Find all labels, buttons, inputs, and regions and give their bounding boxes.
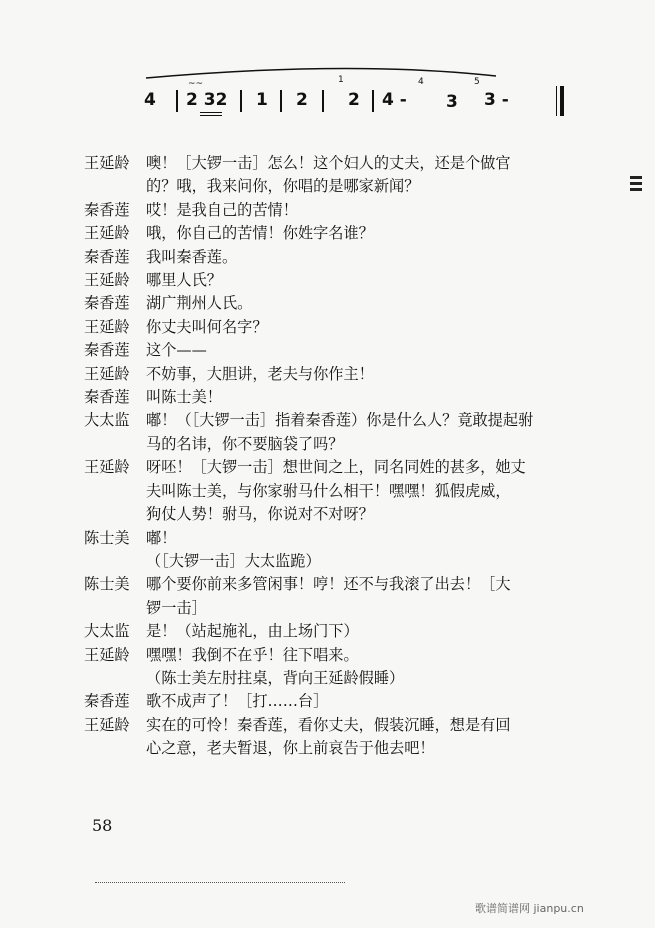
- dialogue-row: [84, 222, 604, 245]
- dialogue-row: [84, 152, 604, 199]
- dialogue-line: 马的名讳，你不要脑袋了吗？: [146, 434, 344, 453]
- dialogue-line: 的？哦，我来问你，你唱的是哪家新闻？: [146, 177, 420, 196]
- bar-line: [176, 90, 178, 112]
- grace-note: 5: [474, 77, 480, 87]
- dialogue-row: [84, 199, 604, 222]
- speaker-name: 王延龄: [84, 317, 130, 336]
- grace-note: 4: [418, 77, 424, 87]
- note-measure-3: 1: [256, 90, 268, 110]
- dialogue-row: [84, 550, 604, 573]
- dialogue-line: 歌不成声了！［打……台］: [146, 692, 329, 711]
- bar-line: [240, 90, 242, 112]
- note-measure-6: 4 -: [382, 90, 407, 110]
- dialogue-line: 噢！［大锣一击］怎么！这个妇人的丈夫，还是个做官: [146, 154, 511, 172]
- dialogue-line: 湖广荆州人氏。: [146, 294, 253, 313]
- speaker-name: 王延龄: [84, 271, 130, 290]
- dialogue-line: 哦，你自己的苦情！你姓字名谁？: [146, 224, 374, 243]
- speaker-name: 王延龄: [84, 154, 130, 172]
- speaker-name: 秦香莲: [84, 341, 130, 360]
- dialogue-line: 嘿嘿！我倒不在乎！往下唱来。: [146, 645, 359, 664]
- dialogue-line: 叫陈士美！: [146, 388, 222, 407]
- speaker-name: 秦香莲: [84, 200, 130, 219]
- scan-specks: [95, 882, 345, 885]
- dialogue-line: 是！（站起施礼，由上场门下）: [146, 622, 359, 641]
- note-measure-1: 4: [144, 90, 156, 110]
- dialogue-line: 狗仗人势！驸马，你说对不对呀？: [146, 505, 374, 524]
- dialogue-row: [84, 714, 604, 761]
- dialogue-row: [84, 690, 604, 713]
- speaker-name: 王延龄: [84, 364, 130, 383]
- dialogue-row: [84, 316, 604, 339]
- note-measure-5: 2: [348, 90, 360, 110]
- dialogue-block: [84, 152, 604, 761]
- speaker-name: 陈士美: [84, 528, 130, 547]
- dialogue-line: 心之意，老夫暂退，你上前哀告于他去吧！: [146, 739, 435, 758]
- dialogue-row: [84, 292, 604, 315]
- beam-line: [200, 115, 222, 116]
- speaker-name: 秦香莲: [84, 294, 130, 313]
- note-measure-2: 2 32: [186, 90, 228, 110]
- bar-line: [322, 90, 324, 112]
- watermark: 歌谱简谱网 jianpu.cn: [475, 902, 584, 915]
- dialogue-line: 不妨事，大胆讲，老夫与你作主！: [146, 364, 374, 383]
- bar-line: [280, 90, 282, 112]
- dialogue-row: [84, 269, 604, 292]
- dialogue-row: [84, 573, 604, 620]
- dialogue-row: [84, 620, 604, 643]
- speaker-name: 秦香莲: [84, 692, 130, 711]
- dialogue-row: [84, 386, 604, 409]
- dialogue-row: [84, 363, 604, 386]
- beam-line: [200, 112, 222, 113]
- speaker-name: 大太监: [84, 411, 130, 430]
- note-measure-4: 2: [296, 90, 308, 110]
- dialogue-row: [84, 527, 604, 550]
- speaker-name: 秦香莲: [84, 388, 130, 407]
- final-bar-thin: [556, 86, 557, 116]
- dialogue-line: 我叫秦香莲。: [146, 247, 238, 266]
- dialogue-row: [84, 246, 604, 269]
- dialogue-row: [84, 339, 604, 362]
- speaker-name: 王延龄: [84, 458, 130, 477]
- dialogue-line: （［大锣一击］大太监跪）: [146, 551, 321, 570]
- page-number: 58: [92, 816, 113, 835]
- speaker-name: 王延龄: [84, 224, 130, 243]
- speaker-name: 秦香莲: [84, 247, 130, 266]
- speaker-name: 王延龄: [84, 645, 130, 664]
- dialogue-line: 嘟！（［大锣一击］指着秦香莲）你是什么人？竟敢提起驸: [146, 411, 534, 430]
- dialogue-line: 哪里人氏？: [146, 271, 222, 290]
- dialogue-line: 夫叫陈士美，与你家驸马什么相干！嘿嘿！狐假虎威，: [146, 481, 511, 500]
- dialogue-line: 嘟！: [146, 528, 177, 547]
- speaker-name: 陈士美: [84, 575, 130, 594]
- note-measure-8: 3 -: [484, 90, 509, 110]
- music-notation: [120, 62, 580, 132]
- dialogue-line: （陈士美左肘拄桌，背向王延龄假睡）: [146, 668, 405, 687]
- dialogue-line: 你丈夫叫何名字？: [146, 317, 268, 336]
- dialogue-line: 实在的可怜！秦香莲，看你丈夫，假装沉睡，想是有回: [146, 715, 511, 734]
- dialogue-row: [84, 456, 604, 526]
- dialogue-line: 哪个要你前来多管闲事！哼！还不与我滚了出去！［大: [146, 575, 511, 594]
- note-measure-7: 3: [446, 92, 458, 112]
- final-bar-thick: [560, 86, 564, 116]
- dialogue-line: 呀呸！［大锣一击］想世间之上，同名同姓的甚多，她丈: [146, 458, 526, 477]
- speaker-name: 大太监: [84, 622, 130, 641]
- bar-line: [372, 90, 374, 112]
- dialogue-line: 这个——: [146, 341, 207, 360]
- grace-note: 1: [338, 75, 344, 85]
- speaker-name: 王延龄: [84, 715, 130, 734]
- dialogue-line: 锣一击］: [146, 598, 207, 617]
- dialogue-row: [84, 644, 604, 691]
- page-edge-mark: [630, 176, 642, 198]
- ornament-mark: ~~: [188, 79, 204, 89]
- dialogue-line: 哎！是我自己的苦情！: [146, 200, 298, 219]
- dialogue-row: [84, 409, 604, 456]
